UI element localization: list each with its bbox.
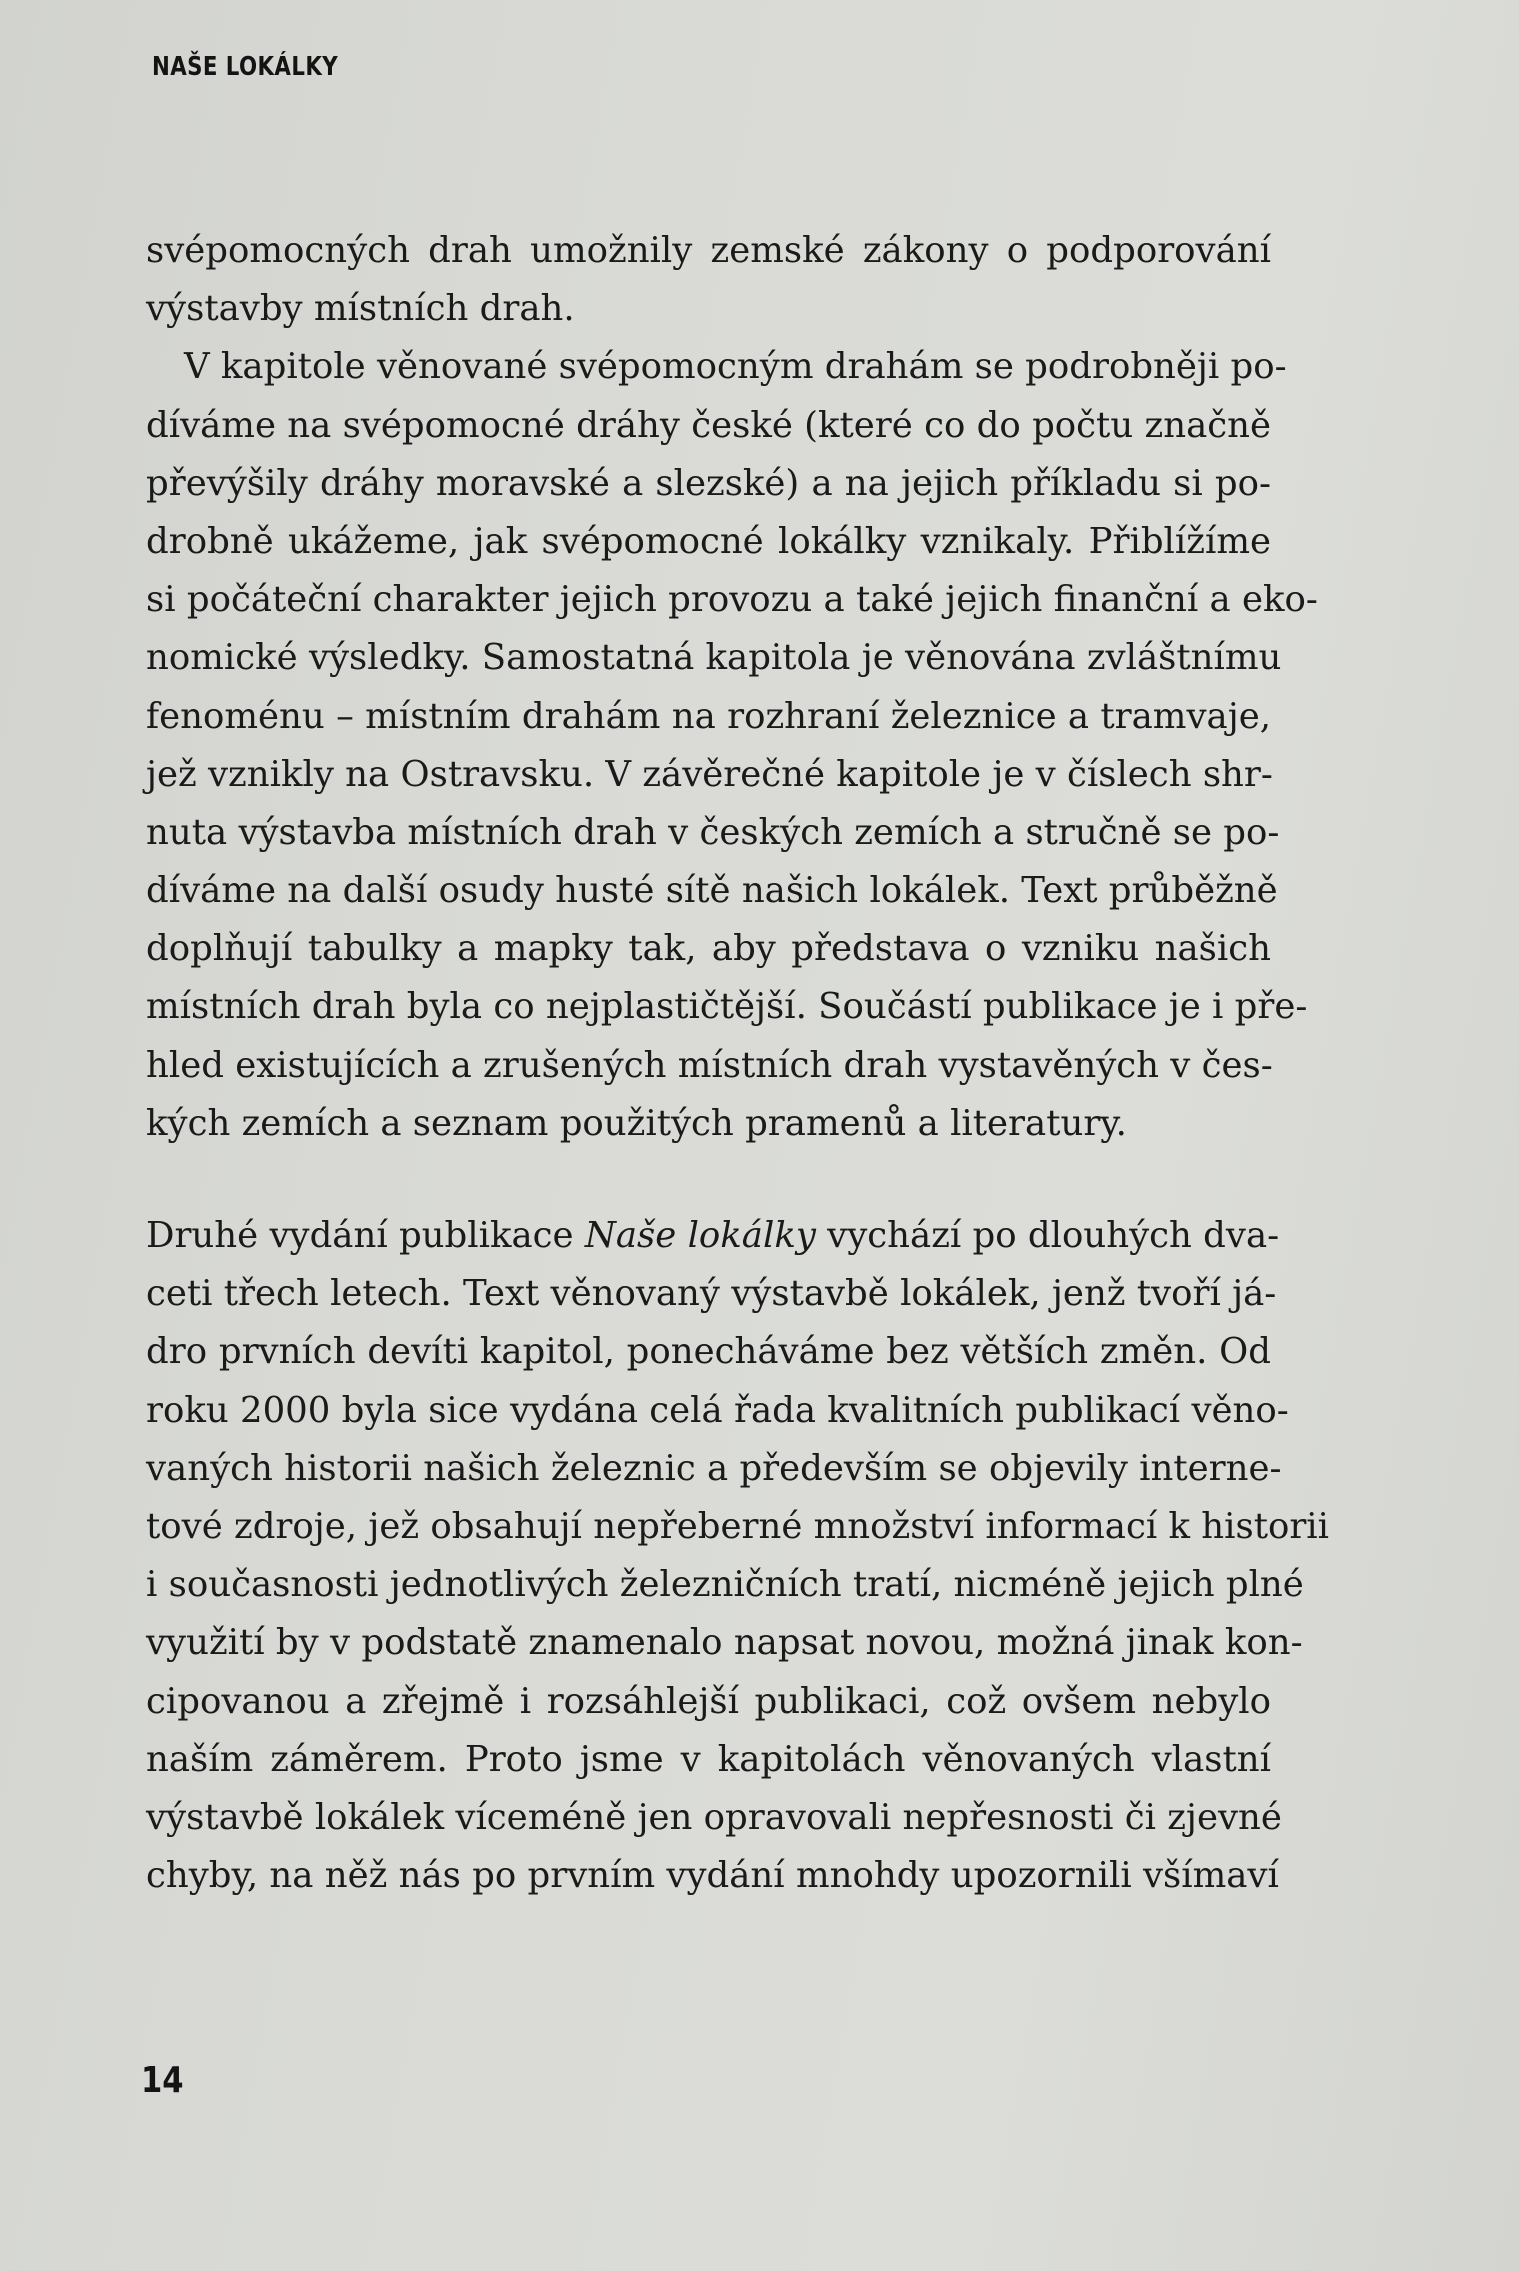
- text-line: chyby, na něž nás po prvním vydání mnohdy upozornili všímaví: [146, 1855, 1279, 1897]
- page-number: 14: [141, 2060, 184, 2101]
- text-line: roku 2000 byla sice vydána celá řada kvalitních publikací věno-: [146, 1389, 1289, 1431]
- text-line: vaných historii našich železnic a především se objevily interne-: [146, 1447, 1282, 1489]
- text-line: díváme na svépomocné dráhy české (které co do počtu značně: [146, 404, 1271, 446]
- text-line: drobně ukážeme, jak svépomocné lokálky vznikaly. Přiblížíme: [146, 520, 1271, 562]
- paragraph-chapter-overview: [146, 338, 1318, 1153]
- text-line: kých zemích a seznam použitých pramenů a literatury.: [146, 1102, 1127, 1144]
- running-title: NAŠE LOKÁLKY: [152, 52, 339, 82]
- text-line: využití by v podstatě znamenalo napsat novou, možná jinak kon-: [146, 1622, 1303, 1664]
- text-line: ceti třech letech. Text věnovaný výstavbě lokálek, jenž tvoří já-: [146, 1273, 1277, 1315]
- text-line: výstavby místních drah.: [146, 288, 575, 330]
- text-line: fenoménu – místním drahám na rozhraní železnice a tramvaje,: [146, 695, 1271, 737]
- text-line: nuta výstavba místních drah v českých zemích a stručně se po-: [146, 811, 1280, 853]
- text-line: svépomocných drah umožnily zemské zákony o podporování: [146, 230, 1271, 271]
- text-line: převýšily dráhy moravské a slezské) a na jejich příkladu si po-: [146, 462, 1271, 504]
- text-line: výstavbě lokálek víceméně jen opravovali nepřesnosti či zjevné: [146, 1796, 1282, 1838]
- text-line: cipovanou a zřejmě i rozsáhlejší publikaci, což ovšem nebylo: [146, 1680, 1271, 1722]
- text-line: doplňují tabulky a mapky tak, aby představa o vzniku našich: [146, 928, 1271, 970]
- paragraph-gap: [146, 1153, 1271, 1207]
- text-line: naším záměrem. Proto jsme v kapitolách věnovaných vlastní: [146, 1738, 1271, 1780]
- text-span: Druhé vydání publikace: [146, 1215, 585, 1256]
- text-line: díváme na další osudy husté sítě našich lokálek. Text průběžně: [146, 870, 1278, 912]
- text-line: i současnosti jednotlivých železničních tratí, nicméně jejich plné: [146, 1564, 1304, 1606]
- text-line: tové zdroje, jež obsahují nepřeberné množství informací k historii: [146, 1505, 1330, 1547]
- paragraph-continuation: [146, 222, 1271, 338]
- text-line: jež vznikly na Ostravsku. V závěrečné kapitole je v číslech shr-: [146, 753, 1273, 795]
- paragraph-second-edition: [146, 1207, 1330, 1905]
- text-line: nomické výsledky. Samostatná kapitola je věnována zvláštnímu: [146, 637, 1282, 679]
- text-span: vychází po dlouhých dva-: [815, 1215, 1280, 1256]
- text-line: dro prvních devíti kapitol, ponecháváme bez větších změn. Od: [146, 1331, 1271, 1373]
- text-line: místních drah byla co nejplastičtější. Součástí publikace je i pře-: [146, 986, 1308, 1028]
- body-text: [146, 222, 1330, 1905]
- text-line: si počáteční charakter jejich provozu a také jejich finanční a eko-: [146, 579, 1318, 621]
- text-line: V kapitole věnované svépomocným drahám se podrobněji po-: [184, 346, 1287, 388]
- text-line: hled existujících a zrušených místních drah vystavěných v čes-: [146, 1044, 1273, 1086]
- book-title: Naše lokálky: [584, 1215, 816, 1256]
- text-line: [146, 1207, 1280, 1265]
